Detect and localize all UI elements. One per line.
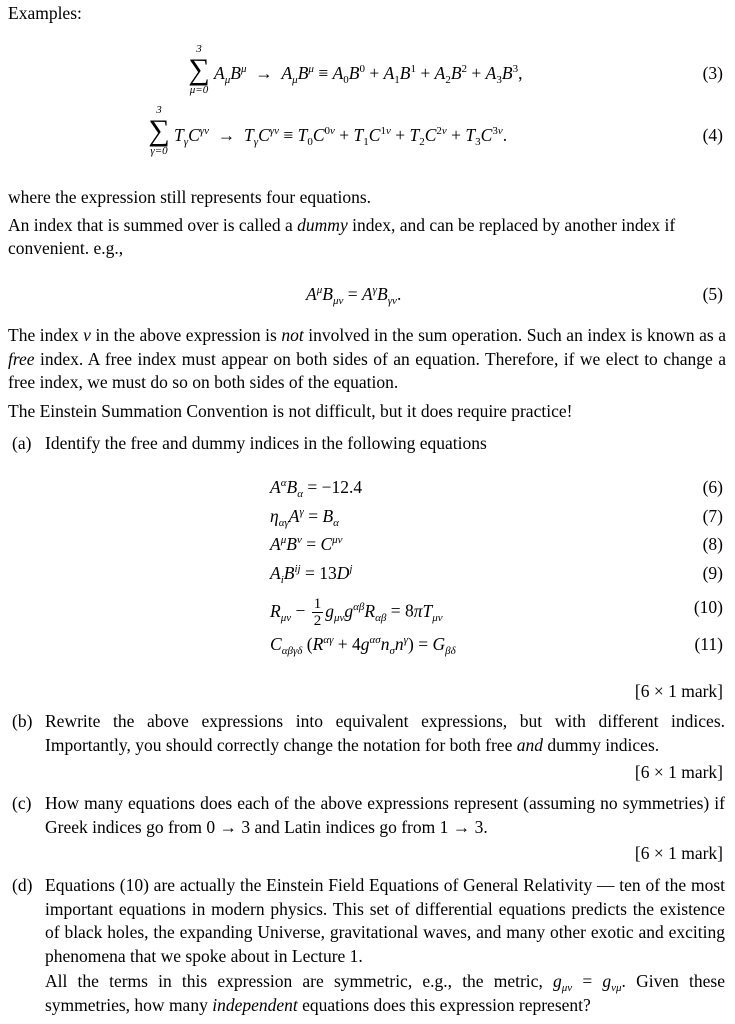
equation-number: (8) xyxy=(702,534,723,554)
equation-number: (9) xyxy=(702,563,723,583)
equation-8: $A^\mu B^\nu = C^{\mu\nu}$ xyxy=(270,534,343,554)
item-label: (a) xyxy=(12,433,32,453)
item-label: (d) xyxy=(12,875,33,895)
paragraph: where the expression still represents four equations. xyxy=(8,187,372,207)
item-label: (c) xyxy=(12,793,32,813)
mark-label: [6 × 1 mark] xyxy=(634,681,723,701)
summation-symbol: 3 ∑ μ=0 xyxy=(188,43,210,96)
item-d-text-2: All the terms in this expression are symmetric, e.g., the metric, $g_{\mu\nu} = g_{\nu\mu}$. Given these symmetries, how many independent equations does this expression represent? xyxy=(45,971,725,1015)
equation-6: $A^\alpha B_\alpha = -12.4$ xyxy=(270,477,363,500)
mark-label: [6 × 1 mark] xyxy=(634,843,723,863)
item-d-text: Equations (10) are actually the Einstein Field Equations of General Relativity — ten of the most important equations in modern physics. This set of differential equations predicts the existence of black holes, the expanding Universe, gravitational waves, and many other exotic and exciting phenomena that we spoke about in Lecture 1. xyxy=(45,875,725,966)
paragraph: An index that is summed over is called a dummy index, and can be replaced by another index if convenient. e.g., xyxy=(8,215,676,258)
item-a-text: Identify the free and dummy indices in the following equations xyxy=(45,433,487,453)
equation-7: $\eta_{\alpha\gamma}A^\gamma = B_\alpha$ xyxy=(270,506,339,529)
equation-number: (3) xyxy=(702,63,723,83)
equation-4: $T_\gamma C^{\gamma\nu} \to T_\gamma C^{\gamma\nu} \equiv T_0C^{0\nu} + T_1C^{1\nu} + T_2C^{2\nu} + T_3C^{3\nu}$. xyxy=(174,125,508,148)
equation-number: (10) xyxy=(693,597,723,617)
equation-number: (5) xyxy=(702,284,723,304)
equation-number: (11) xyxy=(694,634,723,654)
paragraph: The Einstein Summation Convention is not difficult, but it does require practice! xyxy=(8,401,573,421)
item-c-text: How many equations does each of the above expressions represent (assuming no symmetries) if Greek indices go from 0 → 3 and Latin indices go from 1 → 3. xyxy=(45,793,725,837)
summation-symbol: 3 ∑ γ=0 xyxy=(148,104,170,157)
equation-number: (7) xyxy=(702,506,723,526)
equation-number: (4) xyxy=(702,125,723,145)
equation-10: $R_{\mu\nu}$ − $\frac{1}{2}$ $g_{\mu\nu}g^{\alpha\beta}R_{\alpha\beta} = 8\pi T_{\mu\nu}$ xyxy=(270,596,443,629)
item-label: (b) xyxy=(12,711,33,731)
equation-number: (6) xyxy=(702,477,723,497)
equation-3: $A_\mu B^\mu \to A_\mu B^\mu \equiv A_0B^0 + A_1B^1 + A_2B^2 + A_3B^3$, xyxy=(214,63,523,86)
equation-5: $A^\mu B_{\mu\nu} = A^\gamma B_{\gamma\nu}$. xyxy=(306,284,402,307)
heading: Examples: xyxy=(8,3,82,23)
equation-9: $A_iB^{ij} = 13D^j$ xyxy=(270,563,353,586)
paragraph: The index ν in the above expression is not involved in the sum operation. Such an index is known as a free index. A free index must appear on both sides of an equation. Therefore, if we elect to change a free index, we must do so on both sides of the equation. xyxy=(8,325,726,392)
mark-label: [6 × 1 mark] xyxy=(634,762,723,782)
equation-11: $C_{\alpha\beta\gamma\delta}$ $(R^{\alpha\gamma} + 4g^{\alpha\sigma}n_\sigma n^\gamma) = G_{\beta\delta}$ xyxy=(270,634,456,657)
item-b-text: Rewrite the above expressions into equivalent expressions, but with different indices. Importantly, you should correctly change the notation for both free and dummy indices. xyxy=(45,711,725,755)
